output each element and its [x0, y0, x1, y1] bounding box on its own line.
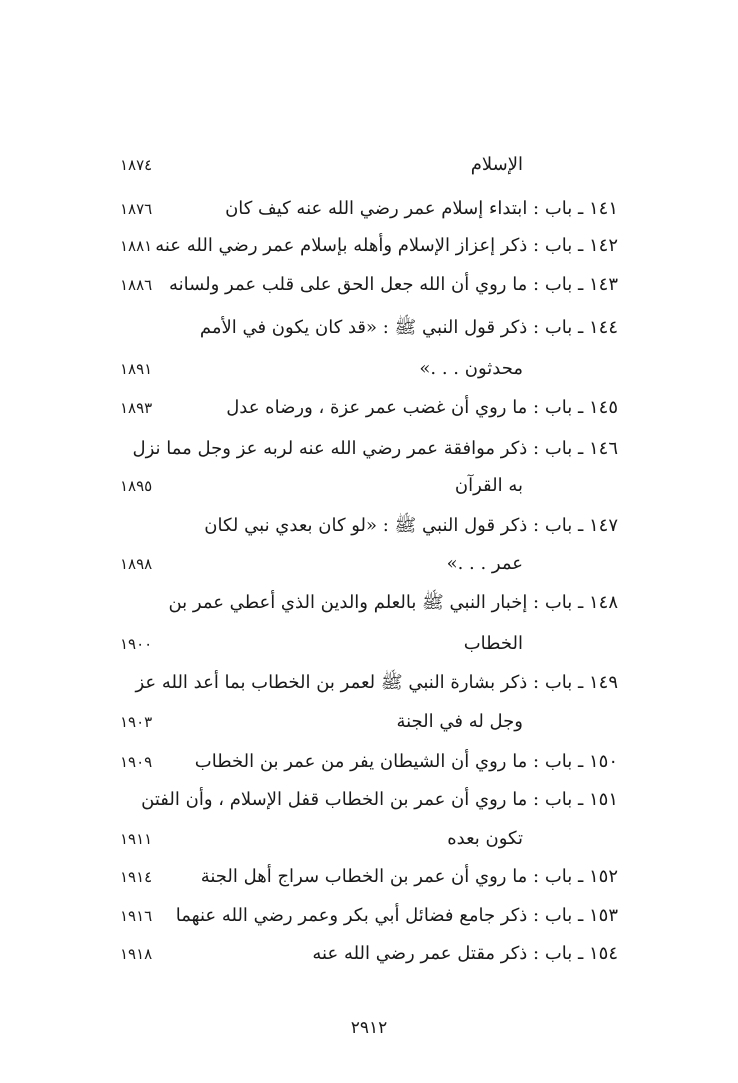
entry-text: ١٤٩ ـ باب : ذكر بشارة النبي ﷺ لعمر بن الخطاب بما أعد الله عز	[135, 672, 618, 693]
entry-text: ١٤٥ ـ باب : ما روي أن غضب عمر عزة ، ورضاه عدل	[226, 397, 618, 418]
entry-text: ١٤٤ ـ باب : ذكر قول النبي ﷺ : «قد كان يكون في الأمم	[199, 317, 618, 338]
entry-line	[0, 430, 738, 470]
entry-line	[0, 703, 738, 743]
entry-line	[0, 584, 738, 624]
entry-page-number: ١٩١٨	[120, 945, 153, 963]
entry-text: عمر . . .»	[446, 553, 523, 574]
entry-page-number: ١٩١١	[120, 830, 153, 848]
entry-line	[0, 309, 738, 349]
entry-text: محدثون . . .»	[419, 358, 523, 379]
entry-page-number: ١٩٠٩	[120, 753, 153, 771]
entry-text: ١٤٦ ـ باب : ذكر موافقة عمر رضي الله عنه لربه عز وجل مما نزل	[132, 438, 618, 459]
entry-text: ١٥١ ـ باب : ما روي أن عمر بن الخطاب قفل الإسلام ، وأن الفتن	[141, 789, 618, 810]
entry-line	[0, 781, 738, 821]
entry-page-number: ١٩١٦	[120, 907, 153, 925]
entry-text: ١٥٢ ـ باب : ما روي أن عمر بن الخطاب سراج أهل الجنة	[200, 866, 618, 887]
entry-page-number: ١٨٩٥	[120, 477, 153, 495]
entry-line	[0, 266, 738, 306]
entry-page-number: ١٩٠٣	[120, 713, 153, 731]
footer-page-number: ٢٩١٢	[350, 1018, 388, 1038]
entry-line	[0, 820, 738, 860]
entry-line	[0, 935, 738, 975]
entry-text: ١٤٨ ـ باب : إخبار النبي ﷺ بالعلم والدين الذي أعطي عمر بن	[168, 592, 618, 613]
entry-text: تكون بعده	[447, 828, 523, 849]
entry-line	[0, 545, 738, 585]
entry-line	[0, 350, 738, 390]
entry-page-number: ١٨٩١	[120, 360, 153, 378]
entry-line	[0, 664, 738, 704]
entry-text: ١٤٧ ـ باب : ذكر قول النبي ﷺ : «لو كان بعدي نبي لكان	[204, 515, 618, 536]
entry-text: ١٥٣ ـ باب : ذكر جامع فضائل أبي بكر وعمر رضي الله عنهما	[175, 905, 618, 926]
entry-page-number: ١٨٩٣	[120, 399, 153, 417]
entry-page-number: ١٩٠٠	[120, 635, 153, 653]
entry-line	[0, 227, 738, 267]
entry-page-number: ١٨٧٦	[120, 200, 153, 218]
entry-page-number: ١٨٨٦	[120, 276, 153, 294]
entry-text: ١٥٤ ـ باب : ذكر مقتل عمر رضي الله عنه	[312, 943, 618, 964]
entry-text: به القرآن	[454, 475, 523, 496]
entry-page-number: ١٨٨١	[120, 237, 153, 255]
entry-text: ١٥٠ ـ باب : ما روي أن الشيطان يفر من عمر بن الخطاب	[194, 751, 618, 772]
entry-text: ١٤٣ ـ باب : ما روي أن الله جعل الحق على قلب عمر ولسانه	[168, 274, 618, 295]
entry-text: الخطاب	[463, 633, 523, 654]
entry-line	[0, 897, 738, 937]
entry-page-number: ١٨٧٤	[120, 156, 153, 174]
entry-text: ١٤١ ـ باب : ابتداء إسلام عمر رضي الله عنه كيف كان	[225, 198, 618, 219]
entry-line	[0, 467, 738, 507]
entry-line	[0, 507, 738, 547]
entry-text: ١٤٢ ـ باب : ذكر إعزاز الإسلام وأهله بإسلام عمر رضي الله عنه	[155, 235, 618, 256]
entry-line	[0, 389, 738, 429]
entry-page-number: ١٩١٤	[120, 868, 153, 886]
entry-line	[0, 625, 738, 665]
entry-line	[0, 858, 738, 898]
entry-line	[0, 190, 738, 230]
entry-text: الإسلام	[470, 154, 523, 175]
entry-text: وجل له في الجنة	[396, 711, 523, 732]
entry-line	[0, 146, 738, 186]
entry-page-number: ١٨٩٨	[120, 555, 153, 573]
entry-line	[0, 743, 738, 783]
